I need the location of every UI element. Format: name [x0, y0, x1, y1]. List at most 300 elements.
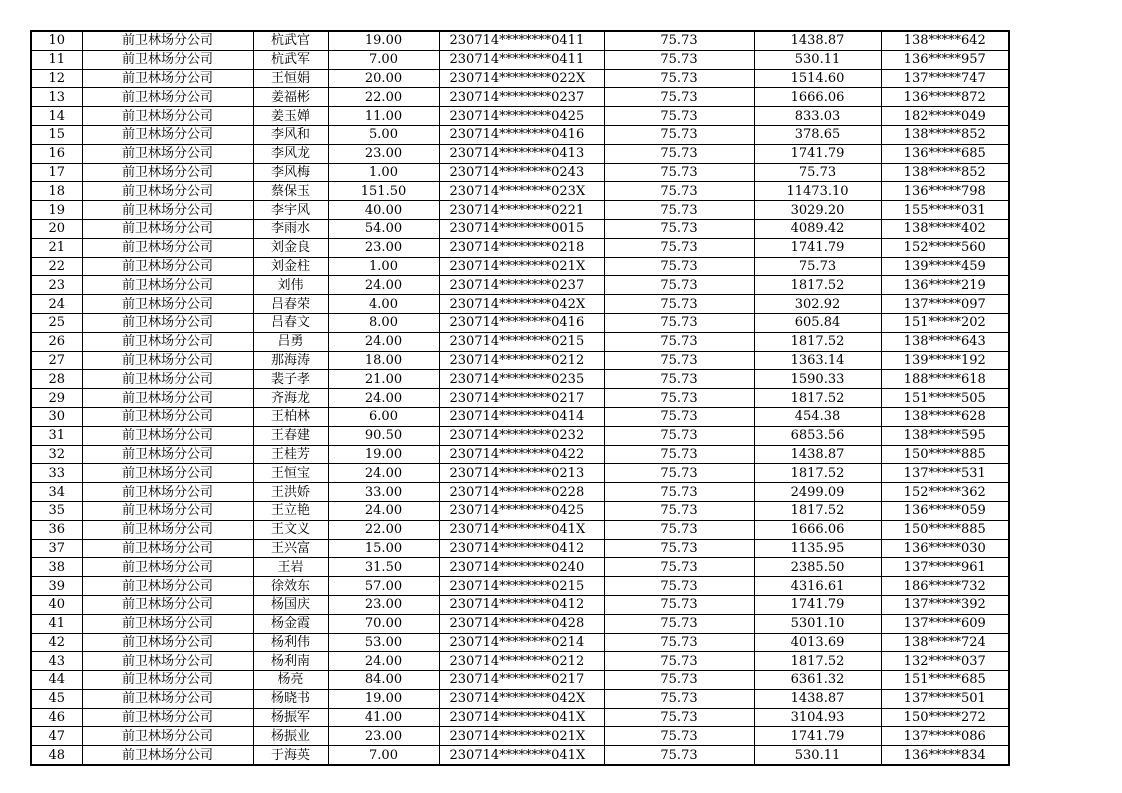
- name-cell: 徐效东: [253, 577, 328, 596]
- amount-cell: 833.03: [754, 107, 881, 126]
- id-number-cell: 230714********0214: [439, 633, 604, 652]
- row-number-cell: 35: [31, 501, 82, 520]
- name-cell: 王立艳: [253, 501, 328, 520]
- company-cell: 前卫林场分公司: [82, 614, 253, 633]
- name-cell: 杨振业: [253, 727, 328, 746]
- unit-price-cell: 75.73: [604, 107, 754, 126]
- phone-cell: 137*****501: [881, 689, 1009, 708]
- table-row: [31, 407, 1009, 426]
- company-cell: 前卫林场分公司: [82, 144, 253, 163]
- phone-cell: 155*****031: [881, 201, 1009, 220]
- name-cell: 杨金霞: [253, 614, 328, 633]
- table-body: [31, 31, 1009, 765]
- company-cell: 前卫林场分公司: [82, 276, 253, 295]
- table-row: [31, 426, 1009, 445]
- table-row: [31, 88, 1009, 107]
- name-cell: 裴子孝: [253, 370, 328, 389]
- unit-price-cell: 75.73: [604, 144, 754, 163]
- name-cell: 吕勇: [253, 332, 328, 351]
- unit-price-cell: 75.73: [604, 464, 754, 483]
- id-number-cell: 230714********0015: [439, 219, 604, 238]
- company-cell: 前卫林场分公司: [82, 746, 253, 765]
- area-cell: 19.00: [328, 445, 439, 464]
- amount-cell: 1438.87: [754, 689, 881, 708]
- phone-cell: 186*****732: [881, 577, 1009, 596]
- phone-cell: 132*****037: [881, 652, 1009, 671]
- table-row: [31, 31, 1009, 50]
- name-cell: 王春建: [253, 426, 328, 445]
- row-number-cell: 33: [31, 464, 82, 483]
- amount-cell: 75.73: [754, 163, 881, 182]
- amount-cell: 1817.52: [754, 464, 881, 483]
- table-row: [31, 257, 1009, 276]
- amount-cell: 530.11: [754, 50, 881, 69]
- area-cell: 57.00: [328, 577, 439, 596]
- table-row: [31, 276, 1009, 295]
- id-number-cell: 230714********0235: [439, 370, 604, 389]
- name-cell: 王洪娇: [253, 483, 328, 502]
- unit-price-cell: 75.73: [604, 295, 754, 314]
- row-number-cell: 17: [31, 163, 82, 182]
- table-row: [31, 389, 1009, 408]
- table-row: [31, 464, 1009, 483]
- company-cell: 前卫林场分公司: [82, 370, 253, 389]
- id-number-cell: 230714********042X: [439, 295, 604, 314]
- unit-price-cell: 75.73: [604, 125, 754, 144]
- id-number-cell: 230714********0413: [439, 144, 604, 163]
- name-cell: 王恒娟: [253, 69, 328, 88]
- area-cell: 53.00: [328, 633, 439, 652]
- row-number-cell: 22: [31, 257, 82, 276]
- row-number-cell: 26: [31, 332, 82, 351]
- phone-cell: 137*****097: [881, 295, 1009, 314]
- table-row: [31, 483, 1009, 502]
- amount-cell: 1817.52: [754, 389, 881, 408]
- id-number-cell: 230714********0414: [439, 407, 604, 426]
- amount-cell: 302.92: [754, 295, 881, 314]
- phone-cell: 138*****852: [881, 125, 1009, 144]
- phone-cell: 136*****030: [881, 539, 1009, 558]
- phone-cell: 136*****834: [881, 746, 1009, 765]
- company-cell: 前卫林场分公司: [82, 332, 253, 351]
- phone-cell: 138*****643: [881, 332, 1009, 351]
- table-row: [31, 50, 1009, 69]
- id-number-cell: 230714********041X: [439, 520, 604, 539]
- table-row: [31, 633, 1009, 652]
- area-cell: 22.00: [328, 88, 439, 107]
- name-cell: 李宇风: [253, 201, 328, 220]
- row-number-cell: 43: [31, 652, 82, 671]
- area-cell: 24.00: [328, 389, 439, 408]
- id-number-cell: 230714********0411: [439, 31, 604, 50]
- name-cell: 杨晓书: [253, 689, 328, 708]
- amount-cell: 1438.87: [754, 445, 881, 464]
- table-row: [31, 370, 1009, 389]
- row-number-cell: 30: [31, 407, 82, 426]
- amount-cell: 530.11: [754, 746, 881, 765]
- area-cell: 1.00: [328, 257, 439, 276]
- id-number-cell: 230714********021X: [439, 257, 604, 276]
- name-cell: 王柏林: [253, 407, 328, 426]
- phone-cell: 138*****852: [881, 163, 1009, 182]
- phone-cell: 150*****272: [881, 708, 1009, 727]
- table-row: [31, 708, 1009, 727]
- unit-price-cell: 75.73: [604, 558, 754, 577]
- company-cell: 前卫林场分公司: [82, 539, 253, 558]
- id-number-cell: 230714********021X: [439, 727, 604, 746]
- id-number-cell: 230714********0412: [439, 539, 604, 558]
- id-number-cell: 230714********041X: [439, 708, 604, 727]
- id-number-cell: 230714********0416: [439, 313, 604, 332]
- unit-price-cell: 75.73: [604, 633, 754, 652]
- phone-cell: 151*****505: [881, 389, 1009, 408]
- row-number-cell: 42: [31, 633, 82, 652]
- phone-cell: 139*****192: [881, 351, 1009, 370]
- unit-price-cell: 75.73: [604, 727, 754, 746]
- name-cell: 杭武军: [253, 50, 328, 69]
- company-cell: 前卫林场分公司: [82, 464, 253, 483]
- phone-cell: 188*****618: [881, 370, 1009, 389]
- row-number-cell: 23: [31, 276, 82, 295]
- row-number-cell: 21: [31, 238, 82, 257]
- row-number-cell: 18: [31, 182, 82, 201]
- row-number-cell: 13: [31, 88, 82, 107]
- company-cell: 前卫林场分公司: [82, 558, 253, 577]
- id-number-cell: 230714********0212: [439, 351, 604, 370]
- row-number-cell: 14: [31, 107, 82, 126]
- name-cell: 王兴富: [253, 539, 328, 558]
- company-cell: 前卫林场分公司: [82, 483, 253, 502]
- area-cell: 6.00: [328, 407, 439, 426]
- area-cell: 11.00: [328, 107, 439, 126]
- row-number-cell: 31: [31, 426, 82, 445]
- name-cell: 王桂芳: [253, 445, 328, 464]
- company-cell: 前卫林场分公司: [82, 426, 253, 445]
- company-cell: 前卫林场分公司: [82, 295, 253, 314]
- name-cell: 吕春文: [253, 313, 328, 332]
- row-number-cell: 46: [31, 708, 82, 727]
- phone-cell: 137*****086: [881, 727, 1009, 746]
- amount-cell: 454.38: [754, 407, 881, 426]
- phone-cell: 150*****885: [881, 520, 1009, 539]
- id-number-cell: 230714********0425: [439, 107, 604, 126]
- area-cell: 19.00: [328, 689, 439, 708]
- row-number-cell: 45: [31, 689, 82, 708]
- table-row: [31, 351, 1009, 370]
- row-number-cell: 12: [31, 69, 82, 88]
- company-cell: 前卫林场分公司: [82, 313, 253, 332]
- company-cell: 前卫林场分公司: [82, 31, 253, 50]
- id-number-cell: 230714********022X: [439, 69, 604, 88]
- phone-cell: 137*****392: [881, 595, 1009, 614]
- unit-price-cell: 75.73: [604, 389, 754, 408]
- company-cell: 前卫林场分公司: [82, 708, 253, 727]
- table-row: [31, 652, 1009, 671]
- id-number-cell: 230714********0217: [439, 671, 604, 690]
- company-cell: 前卫林场分公司: [82, 577, 253, 596]
- spreadsheet-table: [30, 30, 1010, 766]
- area-cell: 8.00: [328, 313, 439, 332]
- amount-cell: 605.84: [754, 313, 881, 332]
- name-cell: 王文义: [253, 520, 328, 539]
- company-cell: 前卫林场分公司: [82, 125, 253, 144]
- name-cell: 杨利伟: [253, 633, 328, 652]
- id-number-cell: 230714********0218: [439, 238, 604, 257]
- area-cell: 21.00: [328, 370, 439, 389]
- row-number-cell: 37: [31, 539, 82, 558]
- unit-price-cell: 75.73: [604, 539, 754, 558]
- row-number-cell: 47: [31, 727, 82, 746]
- phone-cell: 152*****362: [881, 483, 1009, 502]
- amount-cell: 1590.33: [754, 370, 881, 389]
- area-cell: 7.00: [328, 50, 439, 69]
- amount-cell: 1666.06: [754, 520, 881, 539]
- area-cell: 54.00: [328, 219, 439, 238]
- name-cell: 那海涛: [253, 351, 328, 370]
- unit-price-cell: 75.73: [604, 219, 754, 238]
- table-row: [31, 539, 1009, 558]
- unit-price-cell: 75.73: [604, 201, 754, 220]
- table-row: [31, 689, 1009, 708]
- row-number-cell: 44: [31, 671, 82, 690]
- area-cell: 1.00: [328, 163, 439, 182]
- company-cell: 前卫林场分公司: [82, 633, 253, 652]
- phone-cell: 139*****459: [881, 257, 1009, 276]
- phone-cell: 138*****642: [881, 31, 1009, 50]
- row-number-cell: 32: [31, 445, 82, 464]
- amount-cell: 11473.10: [754, 182, 881, 201]
- unit-price-cell: 75.73: [604, 69, 754, 88]
- phone-cell: 136*****798: [881, 182, 1009, 201]
- table-row: [31, 558, 1009, 577]
- unit-price-cell: 75.73: [604, 501, 754, 520]
- id-number-cell: 230714********0237: [439, 276, 604, 295]
- company-cell: 前卫林场分公司: [82, 88, 253, 107]
- id-number-cell: 230714********0215: [439, 332, 604, 351]
- amount-cell: 1741.79: [754, 144, 881, 163]
- id-number-cell: 230714********023X: [439, 182, 604, 201]
- company-cell: 前卫林场分公司: [82, 219, 253, 238]
- phone-cell: 150*****885: [881, 445, 1009, 464]
- phone-cell: 136*****219: [881, 276, 1009, 295]
- phone-cell: 138*****724: [881, 633, 1009, 652]
- area-cell: 40.00: [328, 201, 439, 220]
- unit-price-cell: 75.73: [604, 238, 754, 257]
- name-cell: 刘金柱: [253, 257, 328, 276]
- amount-cell: 4089.42: [754, 219, 881, 238]
- phone-cell: 138*****595: [881, 426, 1009, 445]
- unit-price-cell: 75.73: [604, 313, 754, 332]
- name-cell: 姜福彬: [253, 88, 328, 107]
- table-row: [31, 238, 1009, 257]
- amount-cell: 1817.52: [754, 652, 881, 671]
- amount-cell: 2499.09: [754, 483, 881, 502]
- name-cell: 李风梅: [253, 163, 328, 182]
- phone-cell: 136*****957: [881, 50, 1009, 69]
- company-cell: 前卫林场分公司: [82, 652, 253, 671]
- amount-cell: 2385.50: [754, 558, 881, 577]
- unit-price-cell: 75.73: [604, 88, 754, 107]
- table-row: [31, 219, 1009, 238]
- row-number-cell: 27: [31, 351, 82, 370]
- table-row: [31, 595, 1009, 614]
- amount-cell: 1438.87: [754, 31, 881, 50]
- company-cell: 前卫林场分公司: [82, 50, 253, 69]
- id-number-cell: 230714********0217: [439, 389, 604, 408]
- amount-cell: 75.73: [754, 257, 881, 276]
- row-number-cell: 48: [31, 746, 82, 765]
- area-cell: 23.00: [328, 144, 439, 163]
- unit-price-cell: 75.73: [604, 445, 754, 464]
- row-number-cell: 40: [31, 595, 82, 614]
- table-row: [31, 125, 1009, 144]
- amount-cell: 1363.14: [754, 351, 881, 370]
- amount-cell: 1817.52: [754, 501, 881, 520]
- company-cell: 前卫林场分公司: [82, 238, 253, 257]
- name-cell: 李风和: [253, 125, 328, 144]
- id-number-cell: 230714********0240: [439, 558, 604, 577]
- area-cell: 7.00: [328, 746, 439, 765]
- unit-price-cell: 75.73: [604, 407, 754, 426]
- company-cell: 前卫林场分公司: [82, 163, 253, 182]
- id-number-cell: 230714********0232: [439, 426, 604, 445]
- id-number-cell: 230714********0411: [439, 50, 604, 69]
- phone-cell: 137*****747: [881, 69, 1009, 88]
- row-number-cell: 39: [31, 577, 82, 596]
- area-cell: 90.50: [328, 426, 439, 445]
- company-cell: 前卫林场分公司: [82, 351, 253, 370]
- row-number-cell: 38: [31, 558, 82, 577]
- table-row: [31, 163, 1009, 182]
- amount-cell: 1741.79: [754, 595, 881, 614]
- row-number-cell: 24: [31, 295, 82, 314]
- row-number-cell: 34: [31, 483, 82, 502]
- phone-cell: 137*****961: [881, 558, 1009, 577]
- area-cell: 19.00: [328, 31, 439, 50]
- table-row: [31, 313, 1009, 332]
- area-cell: 24.00: [328, 501, 439, 520]
- company-cell: 前卫林场分公司: [82, 520, 253, 539]
- phone-cell: 151*****202: [881, 313, 1009, 332]
- unit-price-cell: 75.73: [604, 708, 754, 727]
- phone-cell: 136*****685: [881, 144, 1009, 163]
- unit-price-cell: 75.73: [604, 351, 754, 370]
- table-row: [31, 501, 1009, 520]
- row-number-cell: 19: [31, 201, 82, 220]
- id-number-cell: 230714********0425: [439, 501, 604, 520]
- amount-cell: 1135.95: [754, 539, 881, 558]
- id-number-cell: 230714********042X: [439, 689, 604, 708]
- table-row: [31, 520, 1009, 539]
- unit-price-cell: 75.73: [604, 652, 754, 671]
- name-cell: 杨国庆: [253, 595, 328, 614]
- name-cell: 王恒宝: [253, 464, 328, 483]
- table-row: [31, 182, 1009, 201]
- row-number-cell: 10: [31, 31, 82, 50]
- company-cell: 前卫林场分公司: [82, 595, 253, 614]
- unit-price-cell: 75.73: [604, 370, 754, 389]
- area-cell: 33.00: [328, 483, 439, 502]
- company-cell: 前卫林场分公司: [82, 407, 253, 426]
- unit-price-cell: 75.73: [604, 163, 754, 182]
- company-cell: 前卫林场分公司: [82, 689, 253, 708]
- id-number-cell: 230714********0412: [439, 595, 604, 614]
- name-cell: 李风龙: [253, 144, 328, 163]
- table-row: [31, 445, 1009, 464]
- company-cell: 前卫林场分公司: [82, 257, 253, 276]
- phone-cell: 136*****872: [881, 88, 1009, 107]
- amount-cell: 4316.61: [754, 577, 881, 596]
- unit-price-cell: 75.73: [604, 689, 754, 708]
- phone-cell: 137*****531: [881, 464, 1009, 483]
- table-row: [31, 577, 1009, 596]
- id-number-cell: 230714********0215: [439, 577, 604, 596]
- area-cell: 24.00: [328, 332, 439, 351]
- row-number-cell: 41: [31, 614, 82, 633]
- table-row: [31, 671, 1009, 690]
- row-number-cell: 28: [31, 370, 82, 389]
- row-number-cell: 15: [31, 125, 82, 144]
- amount-cell: 1741.79: [754, 727, 881, 746]
- id-number-cell: 230714********0422: [439, 445, 604, 464]
- row-number-cell: 29: [31, 389, 82, 408]
- unit-price-cell: 75.73: [604, 50, 754, 69]
- company-cell: 前卫林场分公司: [82, 69, 253, 88]
- area-cell: 70.00: [328, 614, 439, 633]
- area-cell: 5.00: [328, 125, 439, 144]
- name-cell: 杨振军: [253, 708, 328, 727]
- area-cell: 23.00: [328, 595, 439, 614]
- row-number-cell: 36: [31, 520, 82, 539]
- area-cell: 23.00: [328, 727, 439, 746]
- area-cell: 31.50: [328, 558, 439, 577]
- amount-cell: 3029.20: [754, 201, 881, 220]
- row-number-cell: 20: [31, 219, 82, 238]
- table-row: [31, 614, 1009, 633]
- amount-cell: 1666.06: [754, 88, 881, 107]
- phone-cell: 138*****628: [881, 407, 1009, 426]
- unit-price-cell: 75.73: [604, 520, 754, 539]
- company-cell: 前卫林场分公司: [82, 201, 253, 220]
- area-cell: 20.00: [328, 69, 439, 88]
- phone-cell: 137*****609: [881, 614, 1009, 633]
- amount-cell: 3104.93: [754, 708, 881, 727]
- id-number-cell: 230714********0237: [439, 88, 604, 107]
- id-number-cell: 230714********0212: [439, 652, 604, 671]
- table-row: [31, 727, 1009, 746]
- unit-price-cell: 75.73: [604, 332, 754, 351]
- table-row: [31, 746, 1009, 765]
- id-number-cell: 230714********0221: [439, 201, 604, 220]
- area-cell: 24.00: [328, 652, 439, 671]
- area-cell: 4.00: [328, 295, 439, 314]
- company-cell: 前卫林场分公司: [82, 182, 253, 201]
- row-number-cell: 11: [31, 50, 82, 69]
- company-cell: 前卫林场分公司: [82, 445, 253, 464]
- amount-cell: 6361.32: [754, 671, 881, 690]
- name-cell: 杭武官: [253, 31, 328, 50]
- table-row: [31, 332, 1009, 351]
- unit-price-cell: 75.73: [604, 31, 754, 50]
- table-row: [31, 107, 1009, 126]
- company-cell: 前卫林场分公司: [82, 107, 253, 126]
- name-cell: 蔡保玉: [253, 182, 328, 201]
- unit-price-cell: 75.73: [604, 595, 754, 614]
- id-number-cell: 230714********0428: [439, 614, 604, 633]
- id-number-cell: 230714********0416: [439, 125, 604, 144]
- amount-cell: 378.65: [754, 125, 881, 144]
- area-cell: 23.00: [328, 238, 439, 257]
